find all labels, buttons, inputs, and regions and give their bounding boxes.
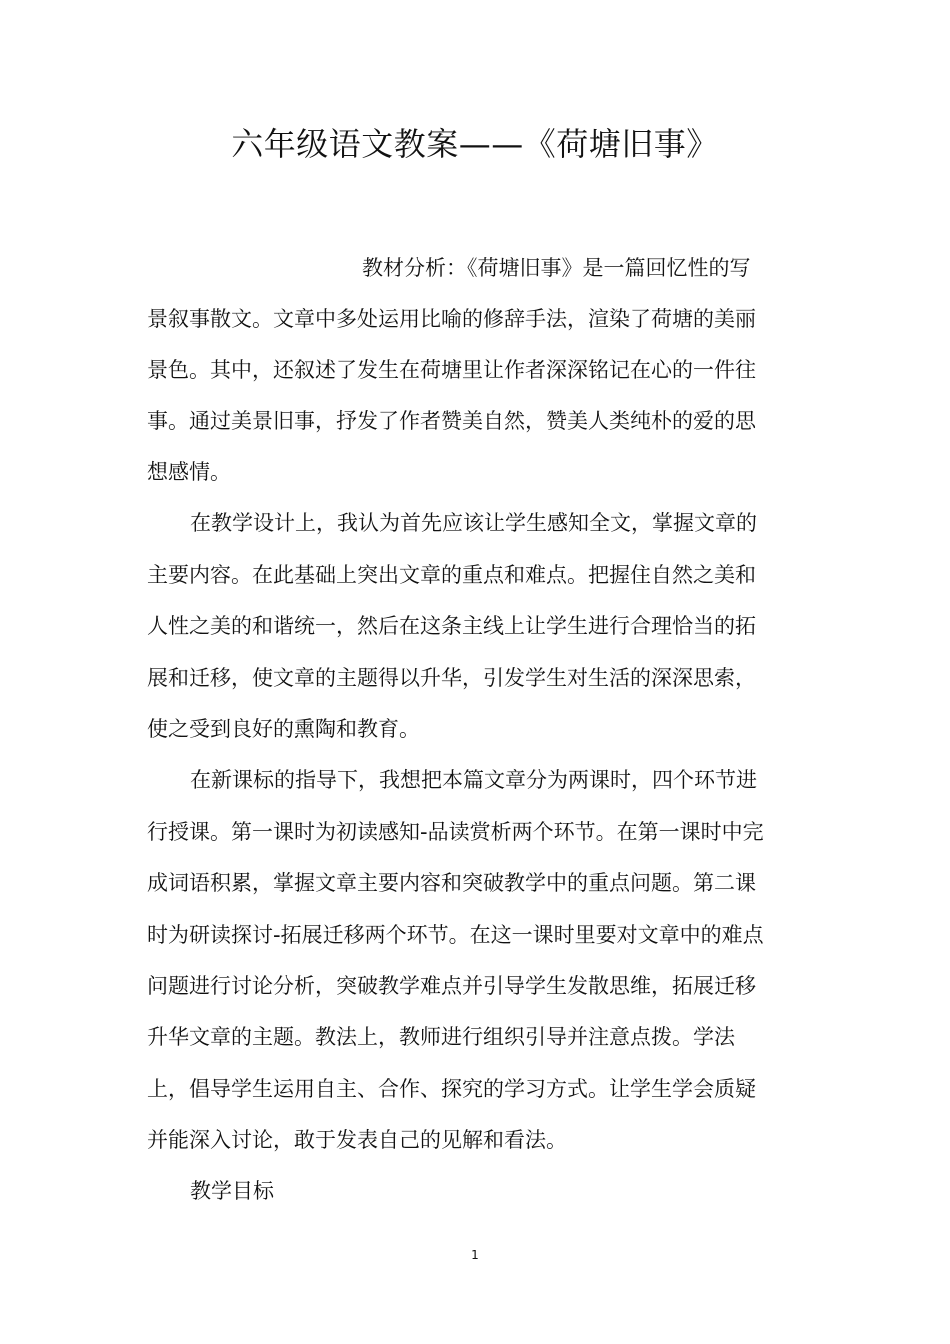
text-line: 想感情。 bbox=[147, 460, 231, 484]
text-line: 展和迁移，使文章的主题得以升华，引发学生对生活的深深思索， bbox=[147, 666, 756, 690]
text-line: 景色。其中，还叙述了发生在荷塘里让作者深深铭记在心的一件往 bbox=[147, 358, 756, 382]
text-line: 主要内容。在此基础上突出文章的重点和难点。把握住自然之美和 bbox=[147, 563, 756, 587]
text-line: 教材分析：《荷塘旧事》是一篇回忆性的写 bbox=[362, 256, 751, 280]
text-line: 景叙事散文。文章中多处运用比喻的修辞手法，渲染了荷塘的美丽 bbox=[147, 307, 756, 331]
text-line: 使之受到良好的熏陶和教育。 bbox=[147, 717, 420, 741]
text-line: 升华文章的主题。教法上，教师进行组织引导并注意点拨。学法 bbox=[147, 1025, 735, 1049]
text-line: 在教学设计上，我认为首先应该让学生感知全文，掌握文章的 bbox=[190, 511, 757, 535]
page-number: 1 bbox=[471, 1248, 479, 1262]
text-line: 成词语积累，掌握文章主要内容和突破教学中的重点问题。第二课 bbox=[147, 871, 756, 895]
text-line: 上，倡导学生运用自主、合作、探究的学习方式。让学生学会质疑 bbox=[147, 1077, 756, 1101]
text-line: 人性之美的和谐统一，然后在这条主线上让学生进行合理恰当的拓 bbox=[147, 614, 756, 638]
text-line: 在新课标的指导下，我想把本篇文章分为两课时，四个环节进 bbox=[190, 768, 757, 792]
text-line: 事。通过美景旧事，抒发了作者赞美自然，赞美人类纯朴的爱的思 bbox=[147, 409, 756, 433]
text-line: 行授课。第一课时为初读感知-品读赏析两个环节。在第一课时中完 bbox=[147, 820, 764, 844]
text-line: 问题进行讨论分析，突破教学难点并引导学生发散思维，拓展迁移 bbox=[147, 974, 756, 998]
section-heading: 教学目标 bbox=[190, 1179, 274, 1203]
document-title: 六年级语文教案——《荷塘旧事》 bbox=[231, 125, 719, 163]
text-line: 时为研读探讨-拓展迁移两个环节。在这一课时里要对文章中的难点 bbox=[147, 923, 764, 947]
text-line: 并能深入讨论，敢于发表自己的见解和看法。 bbox=[147, 1128, 567, 1152]
